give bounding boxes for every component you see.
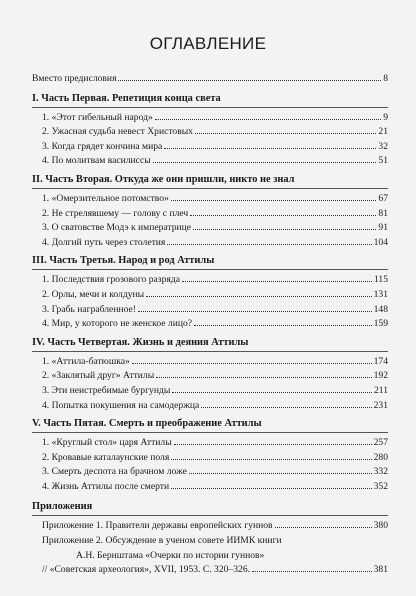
leader-dots xyxy=(171,451,371,460)
appendix-heading xyxy=(32,498,388,516)
toc-entry-number: 4. xyxy=(42,155,52,167)
toc-entry-number: 1. xyxy=(42,355,52,367)
leader-dots xyxy=(190,207,376,216)
toc-entry-label: По молитвам василиссы xyxy=(51,155,151,167)
part-title: IV. Часть Четвертая. Жизнь и деяния Аттилы xyxy=(32,336,249,348)
part-title: III. Часть Третья. Народ и род Аттилы xyxy=(32,255,215,267)
part-title: Приложения xyxy=(32,501,93,513)
toc-entry-appendix-1 xyxy=(32,519,388,534)
toc-page-number: 104 xyxy=(373,236,388,248)
toc-page-number: 131 xyxy=(373,288,388,300)
toc-page-number: 211 xyxy=(373,384,388,396)
toc-entry-label: «Аттила-батюшка» xyxy=(51,355,130,367)
toc-entry-label: Приложение 1. Правители державы европейских гуннов xyxy=(42,520,273,532)
toc-entry-label: «Заклятый друг» Аттилы xyxy=(51,370,155,382)
toc-entry xyxy=(32,207,388,222)
leader-dots xyxy=(138,303,372,312)
leader-dots xyxy=(252,563,372,572)
toc-page-number: 21 xyxy=(378,126,388,138)
toc-entry-label: Жизнь Аттилы после смерти xyxy=(51,480,170,492)
part-heading-1 xyxy=(32,90,388,108)
toc-entry-number: 2. xyxy=(42,207,52,219)
part-heading-5 xyxy=(32,415,388,433)
toc-entry-number: 3. xyxy=(42,140,52,152)
toc-entry-appendix-2-line-3 xyxy=(32,563,388,578)
toc-entry xyxy=(32,273,388,288)
toc-entry xyxy=(32,288,388,303)
toc-page-number: 231 xyxy=(373,399,388,411)
toc-entry xyxy=(32,384,388,399)
toc-entry xyxy=(32,399,388,414)
toc-entry-label: Мир, у которого не женское лицо? xyxy=(51,318,193,330)
leader-dots xyxy=(146,288,372,297)
toc-entry xyxy=(32,303,388,318)
toc-page-number: 115 xyxy=(373,274,388,286)
toc-entry-label: Орлы, мечи и колдуны xyxy=(51,288,145,300)
toc-entry-label: Вместо предисловия xyxy=(32,73,117,84)
toc-entry-label: Долгий путь через столетия xyxy=(51,236,166,248)
toc-page-number: 381 xyxy=(373,564,388,576)
leader-dots xyxy=(153,154,377,163)
table-of-contents xyxy=(32,72,388,578)
toc-entry xyxy=(32,355,388,370)
toc-entry xyxy=(32,317,388,332)
toc-entry-label: Не стрелявшему — голову с плеч xyxy=(51,207,189,219)
toc-entry-label: Приложение 2. Обсуждение в ученом совете ИИМК книги xyxy=(42,535,282,547)
toc-page-number: 81 xyxy=(378,207,388,219)
toc-entry xyxy=(32,451,388,466)
toc-page-number: 174 xyxy=(373,355,388,367)
toc-entry-label: Грабь награбленное! xyxy=(51,303,136,315)
part-title: I. Часть Первая. Репетиция конца света xyxy=(32,92,221,104)
toc-entry-number: 4. xyxy=(42,318,52,330)
leader-dots xyxy=(182,273,372,282)
toc-entry xyxy=(32,111,388,126)
toc-entry-label: «Омерзительное потомство» xyxy=(51,192,169,204)
toc-entry-label: // «Советская археология», XVII, 1953. С. 320–326. xyxy=(42,564,251,576)
toc-page-number: 352 xyxy=(373,480,388,492)
toc-entry xyxy=(32,480,388,495)
leader-dots xyxy=(167,236,371,245)
part-title: V. Часть Пятая. Смерть и преображение Аттилы xyxy=(32,418,262,430)
toc-entry-intro xyxy=(32,72,388,87)
toc-entry-label: Ужасная судьба невест Христовых xyxy=(51,126,193,138)
toc-page-number: 91 xyxy=(378,222,388,234)
toc-page-number: 8 xyxy=(383,73,388,84)
toc-entry-number: 2. xyxy=(42,451,52,463)
toc-entry-number: 4. xyxy=(42,236,52,248)
toc-entry-label: О сватовстве Модэ к императрице xyxy=(51,222,192,234)
toc-entry-label: А.Н. Бернштама «Очерки по истории гуннов» xyxy=(76,549,265,561)
leader-dots xyxy=(118,72,381,81)
toc-page-number: 257 xyxy=(373,437,388,449)
toc-entry-appendix-2-line-2 xyxy=(32,549,388,564)
toc-entry-number: 2. xyxy=(42,288,52,300)
toc-entry-number: 1. xyxy=(42,437,52,449)
toc-entry xyxy=(32,154,388,169)
toc-page-number: 51 xyxy=(378,155,388,167)
page-title: ОГЛАВЛЕНИЕ xyxy=(149,34,267,53)
toc-entry-number: 3. xyxy=(42,384,52,396)
toc-page-number: 380 xyxy=(373,520,388,532)
toc-entry-number: 1. xyxy=(42,274,52,286)
toc-entry-number: 4. xyxy=(42,399,52,411)
toc-entry-number: 2. xyxy=(42,370,52,382)
toc-entry xyxy=(32,436,388,451)
leader-dots xyxy=(275,519,372,528)
part-heading-4 xyxy=(32,334,388,352)
toc-page-number: 9 xyxy=(383,111,388,123)
part-title: II. Часть Вторая. Откуда же они пришли, никто не знал xyxy=(32,173,295,185)
leader-dots xyxy=(164,140,376,149)
toc-entry-label: Эти неистребимые бургунды xyxy=(51,384,171,396)
toc-page-number: 148 xyxy=(373,303,388,315)
toc-page-number: 280 xyxy=(373,451,388,463)
toc-entry-number: 2. xyxy=(42,126,52,138)
leader-dots xyxy=(174,436,372,445)
leader-dots xyxy=(195,125,376,134)
toc-entry xyxy=(32,221,388,236)
leader-dots xyxy=(132,355,372,364)
part-heading-2 xyxy=(32,171,388,189)
toc-page-number: 192 xyxy=(373,370,388,382)
toc-entry xyxy=(32,192,388,207)
leader-dots xyxy=(172,384,372,393)
toc-page-number: 159 xyxy=(373,318,388,330)
toc-entry xyxy=(32,369,388,384)
toc-entry-label: Последствия грозового разряда xyxy=(51,274,180,286)
toc-entry-label: Когда грядет кончина мира xyxy=(51,140,163,152)
toc-entry xyxy=(32,140,388,155)
leader-dots xyxy=(193,221,376,230)
toc-page-number: 67 xyxy=(378,192,388,204)
toc-entry-number: 3. xyxy=(42,466,52,478)
toc-entry-appendix-2-line-1 xyxy=(32,534,388,549)
leader-dots xyxy=(189,465,372,474)
leader-dots xyxy=(171,192,377,201)
leader-dots xyxy=(201,399,371,408)
toc-entry-number: 1. xyxy=(42,192,52,204)
toc-entry-label: Смерть деспота на брачном ложе xyxy=(51,466,187,478)
part-heading-3 xyxy=(32,252,388,270)
leader-dots xyxy=(156,369,371,378)
leader-dots xyxy=(155,111,381,120)
toc-entry-number: 1. xyxy=(42,111,52,123)
leader-dots xyxy=(171,480,372,489)
toc-entry-number: 3. xyxy=(42,303,52,315)
toc-entry xyxy=(32,125,388,140)
toc-entry-label: «Этот гибельный народ» xyxy=(51,111,153,123)
toc-entry-number: 3. xyxy=(42,222,52,234)
leader-dots xyxy=(194,317,372,326)
toc-entry-label: «Круглый стол» царя Аттилы xyxy=(51,437,172,449)
toc-page-number: 32 xyxy=(378,140,388,152)
toc-entry-number: 4. xyxy=(42,480,52,492)
toc-entry-label: Кровавые каталаунские поля xyxy=(51,451,170,463)
toc-entry-label: Попытка покушения на самодержца xyxy=(51,399,200,411)
toc-page-number: 332 xyxy=(373,466,388,478)
toc-entry xyxy=(32,236,388,251)
toc-entry xyxy=(32,465,388,480)
